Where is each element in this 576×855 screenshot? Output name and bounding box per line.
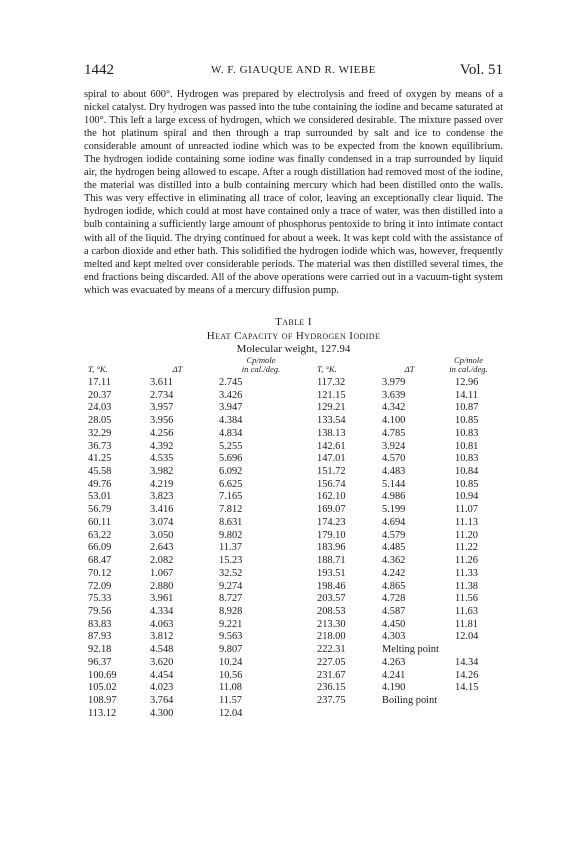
cell-cp-2: 11.20 — [455, 529, 478, 541]
cell-temperature: 105.02 — [88, 682, 117, 694]
cell-delta-t-2: 4.570 — [382, 453, 406, 465]
cell-cp-2: 11.22 — [455, 542, 478, 554]
cell-temperature-2: 151.72 — [317, 466, 346, 478]
cell-cp: 11.37 — [219, 542, 242, 554]
cell-cp-2: 12.04 — [455, 631, 479, 643]
cell-temperature: 28.05 — [88, 415, 112, 427]
cell-delta-t: 3.764 — [150, 694, 174, 706]
table-row — [88, 517, 500, 530]
running-authors: W. F. GIAUQUE AND R. WIEBE — [211, 64, 376, 76]
cell-delta-t-2: 4.190 — [382, 682, 406, 694]
cell-temperature-2: 142.61 — [317, 440, 346, 452]
table-row — [88, 453, 500, 466]
cell-temperature-2: 156.74 — [317, 478, 346, 490]
phase-note: Melting point — [382, 644, 439, 656]
cell-temperature: 68.47 — [88, 555, 112, 567]
table-row — [88, 402, 500, 415]
cell-cp: 10.56 — [219, 669, 243, 681]
table-row — [88, 682, 500, 695]
cell-cp: 11.08 — [219, 682, 242, 694]
cell-delta-t-2: 4.241 — [382, 669, 406, 681]
table-row — [88, 542, 500, 555]
cell-cp-2: 11.26 — [455, 555, 478, 567]
table-row — [88, 504, 500, 517]
cell-temperature-2: 169.07 — [317, 504, 346, 516]
cell-temperature: 72.09 — [88, 580, 112, 592]
cell-delta-t-2: 4.362 — [382, 555, 406, 567]
cell-temperature: 66.09 — [88, 542, 112, 554]
cell-temperature-2: 208.53 — [317, 605, 346, 617]
table-body — [88, 377, 500, 720]
cell-temperature: 96.37 — [88, 656, 112, 668]
cell-delta-t-2: 4.303 — [382, 631, 406, 643]
cell-temperature-2: 237.75 — [317, 694, 346, 706]
cp-header-line2-2: in cal./deg. — [449, 364, 488, 374]
body-paragraph: spiral to about 600°. Hydrogen was prepared by electrolysis and freed of oxygen by means of a nickel catalyst. Dry hydrogen was passed into the tube containing the iodine and became saturated at 100°. This left a large excess of hydrogen, which we considered desirable. The mixture passed over the hot platinum spiral and then through a trap surrounded by salt and ice to condense the considerable amount of unreacted iodine which was to be expected from the known equilibrium. The hydrogen iodide containing some iodine was finally condensed in a trap surrounded by liquid air, the hydrogen being allowed to escape. After a rough distillation had removed most of the iodine, the material was distilled into a bulb containing mercury which had been distilled onto the walls. This was very effective in eliminating all trace of color, leaving an exceptionally clear liquid. The hydrogen iodide, which could at most have contained only a trace of water, was then distilled into a bulb containing a sufficiently large amount of phosphorus pentoxide to bring it into intimate contact with all of the liquid. The drying continued for about a week. It was kept cold with the assistance of a carbon dioxide and ether bath. This solidified the hydrogen iodide which was, however, frequently melted and kept melted over considerable periods. The material was then distilled several times, the end fractions being discarded. All of the above operations were carried out in a vacuum-tight system which was evacuated by means of a mercury diffusion pump. — [84, 89, 503, 296]
cell-cp-2: 14.26 — [455, 669, 479, 681]
col-header-cp — [205, 356, 317, 377]
cell-delta-t-2: 3.639 — [382, 389, 406, 401]
cell-temperature-2: 133.54 — [317, 415, 346, 427]
cell-cp: 9.221 — [219, 618, 243, 630]
cell-cp: 12.04 — [219, 707, 243, 719]
cell-temperature: 36.73 — [88, 440, 112, 452]
cell-delta-t-2: 4.986 — [382, 491, 406, 503]
cell-cp: 3.426 — [219, 389, 243, 401]
table-row — [88, 555, 500, 568]
cell-temperature-2: 147.01 — [317, 453, 346, 465]
cell-delta-t: 4.256 — [150, 427, 174, 439]
cell-delta-t-2: 4.694 — [382, 516, 406, 528]
cell-temperature-2: 203.57 — [317, 593, 346, 605]
cell-temperature: 17.11 — [88, 377, 111, 388]
cell-delta-t-2: 4.100 — [382, 415, 406, 427]
cell-temperature: 70.12 — [88, 567, 112, 579]
cell-temperature: 75.33 — [88, 593, 112, 605]
cell-delta-t-2: 4.483 — [382, 466, 406, 478]
cell-delta-t-2: 4.342 — [382, 402, 406, 414]
cell-temperature: 63.22 — [88, 529, 112, 541]
cell-cp-2: 10.83 — [455, 427, 479, 439]
cell-temperature-2: 188.71 — [317, 555, 346, 567]
cell-delta-t-2: 5.199 — [382, 504, 406, 516]
table-row — [88, 670, 500, 683]
cell-cp-2: 11.13 — [455, 516, 478, 528]
cell-cp-2: 11.81 — [455, 618, 478, 630]
phase-note: Boiling point — [382, 694, 438, 706]
cell-delta-t: 3.074 — [150, 516, 174, 528]
volume-label: Vol. 51 — [459, 62, 503, 78]
cell-cp-2: 10.85 — [455, 478, 479, 490]
cell-temperature-2 — [317, 708, 382, 721]
cell-delta-t-2: 4.865 — [382, 580, 406, 592]
cell-delta-t-2: 3.979 — [382, 377, 406, 388]
table-row — [88, 619, 500, 632]
table-row — [88, 568, 500, 581]
cell-temperature-2: 179.10 — [317, 529, 346, 541]
cell-temperature: 41.25 — [88, 453, 112, 465]
cell-delta-t-2: 4.450 — [382, 618, 406, 630]
col-header-temperature-2: T, °K. — [317, 364, 337, 374]
cell-cp-2: 11.33 — [455, 567, 478, 579]
cell-temperature: 79.56 — [88, 605, 112, 617]
table-label: Table I — [275, 316, 312, 328]
cell-temperature: 108.97 — [88, 694, 117, 706]
cell-cp: 15.23 — [219, 555, 243, 567]
cell-delta-t-2: 4.263 — [382, 656, 406, 668]
cell-temperature-2: 183.96 — [317, 542, 346, 554]
table-row — [88, 644, 500, 657]
cell-cp: 11.57 — [219, 694, 242, 706]
cell-temperature: 83.83 — [88, 618, 112, 630]
cell-delta-t: 4.392 — [150, 440, 174, 452]
cell-delta-t-2: 4.579 — [382, 529, 406, 541]
cell-cp-2: 14.34 — [455, 656, 479, 668]
cell-delta-t: 4.334 — [150, 605, 174, 617]
cell-cp-2: 14.11 — [455, 389, 478, 401]
cell-cp-2: 10.85 — [455, 415, 479, 427]
cell-delta-t-2: 4.587 — [382, 605, 406, 617]
cell-cp: 7.165 — [219, 491, 243, 503]
cell-delta-t: 3.956 — [150, 415, 174, 427]
cell-cp-2: 11.56 — [455, 593, 478, 605]
cell-cp-2 — [437, 708, 500, 721]
cell-cp: 6.625 — [219, 478, 243, 490]
cell-temperature: 20.37 — [88, 389, 112, 401]
cell-delta-t: 4.300 — [150, 707, 174, 719]
table-row — [88, 581, 500, 594]
cp-header-line2: in cal./deg. — [241, 364, 281, 374]
cell-temperature-2: 121.15 — [317, 389, 346, 401]
col-header-temperature: T, °K. — [88, 364, 108, 374]
col-header-delta-t-2: ΔT — [404, 364, 415, 374]
table-row — [88, 441, 500, 454]
cell-delta-t: 3.982 — [150, 466, 174, 478]
table-row — [88, 491, 500, 504]
cell-delta-t: 3.611 — [150, 377, 173, 388]
cell-delta-t-2: 4.785 — [382, 427, 406, 439]
cell-temperature: 92.18 — [88, 644, 112, 656]
col-header-cp-2 — [437, 356, 500, 377]
cell-delta-t: 3.416 — [150, 504, 174, 516]
cell-temperature: 87.93 — [88, 631, 112, 643]
cell-cp: 8.928 — [219, 605, 243, 617]
cell-cp: 5.255 — [219, 440, 243, 452]
cell-cp: 5.696 — [219, 453, 243, 465]
cell-delta-t: 3.957 — [150, 402, 174, 414]
cell-delta-t: 4.535 — [150, 453, 174, 465]
cell-temperature-2: 129.21 — [317, 402, 346, 414]
cell-cp: 3.947 — [219, 402, 243, 414]
cell-temperature-2: 213.30 — [317, 618, 346, 630]
table-row — [88, 708, 500, 721]
cell-temperature-2: 218.00 — [317, 631, 346, 643]
cell-delta-t: 4.219 — [150, 478, 174, 490]
cell-delta-t: 3.961 — [150, 593, 174, 605]
table-row — [88, 606, 500, 619]
cell-delta-t: 3.050 — [150, 529, 174, 541]
cell-temperature: 60.11 — [88, 516, 111, 528]
cell-delta-t: 2.082 — [150, 555, 174, 567]
cell-delta-t-2: 4.242 — [382, 567, 406, 579]
cell-delta-t: 4.063 — [150, 618, 174, 630]
table-row — [88, 530, 500, 543]
cell-delta-t: 2.734 — [150, 389, 174, 401]
cp-header-line1-2: Cp/mole — [453, 355, 484, 365]
table-row — [88, 428, 500, 441]
cell-temperature-2: 162.10 — [317, 491, 346, 503]
cell-delta-t-2: 4.728 — [382, 593, 406, 605]
cell-temperature-2: 231.67 — [317, 669, 346, 681]
cell-temperature: 100.69 — [88, 669, 117, 681]
table-row — [88, 593, 500, 606]
cell-delta-t: 3.812 — [150, 631, 174, 643]
cell-delta-t-2: 4.485 — [382, 542, 406, 554]
cell-temperature-2: 174.23 — [317, 516, 346, 528]
cell-temperature: 49.76 — [88, 478, 112, 490]
cell-delta-t-2 — [382, 708, 437, 721]
table-row — [88, 466, 500, 479]
cell-cp-2: 11.38 — [455, 580, 478, 592]
cell-cp: 7.812 — [219, 504, 243, 516]
cell-temperature: 24.03 — [88, 402, 112, 414]
cell-cp: 9.802 — [219, 529, 243, 541]
table-header-row — [88, 356, 500, 377]
cell-delta-t-2: 5.144 — [382, 478, 406, 490]
cell-temperature-2: 236.15 — [317, 682, 346, 694]
table-row — [88, 415, 500, 428]
heat-capacity-table — [88, 356, 500, 720]
cell-cp: 10.24 — [219, 656, 243, 668]
cell-temperature-2: 227.05 — [317, 656, 346, 668]
cell-temperature-2: 117.32 — [317, 377, 346, 388]
cell-delta-t: 4.454 — [150, 669, 174, 681]
cell-delta-t: 4.548 — [150, 644, 174, 656]
cell-cp: 32.52 — [219, 567, 243, 579]
cell-temperature-2: 198.46 — [317, 580, 346, 592]
cell-cp: 8.727 — [219, 593, 243, 605]
cp-header-line1: Cp/mole — [246, 355, 276, 365]
cell-cp-2: 10.94 — [455, 491, 479, 503]
table-row — [88, 479, 500, 492]
cell-cp: 8.631 — [219, 516, 243, 528]
cell-temperature: 53.01 — [88, 491, 112, 503]
cell-cp-2: 14.15 — [455, 682, 479, 694]
page-header — [84, 62, 503, 82]
cell-cp-2: 10.83 — [455, 453, 479, 465]
table-subtitle: Molecular weight, 127.94 — [236, 343, 351, 355]
cell-delta-t: 3.823 — [150, 491, 174, 503]
cell-delta-t: 1.067 — [150, 567, 174, 579]
cell-temperature-2: 138.13 — [317, 427, 346, 439]
cell-cp-2: 10.81 — [455, 440, 479, 452]
table-row — [88, 695, 500, 708]
table-row — [88, 631, 500, 644]
cell-delta-t: 2.643 — [150, 542, 174, 554]
cell-delta-t: 2.880 — [150, 580, 174, 592]
cell-temperature: 32.29 — [88, 427, 112, 439]
cell-temperature-2: 193.51 — [317, 567, 346, 579]
cell-cp: 2.745 — [219, 377, 243, 388]
table-title: Heat Capacity of Hydrogen Iodide — [206, 330, 381, 342]
table-row — [88, 657, 500, 670]
cell-cp-2: 10.87 — [455, 402, 479, 414]
page-number: 1442 — [84, 62, 114, 78]
cell-cp: 9.807 — [219, 644, 243, 656]
cell-temperature: 56.79 — [88, 504, 112, 516]
cell-delta-t-2: 3.924 — [382, 440, 406, 452]
cell-cp: 4.834 — [219, 427, 243, 439]
cell-temperature-2: 222.31 — [317, 644, 346, 656]
cell-cp-2: 12.96 — [455, 377, 479, 388]
cell-delta-t: 3.620 — [150, 656, 174, 668]
cell-cp: 6.092 — [219, 466, 243, 478]
cell-cp: 4.384 — [219, 415, 243, 427]
cell-temperature: 113.12 — [88, 707, 117, 719]
cell-cp-2: 11.07 — [455, 504, 478, 516]
table-row — [88, 377, 500, 390]
cell-delta-t: 4.023 — [150, 682, 174, 694]
cell-cp: 9.563 — [219, 631, 243, 643]
cell-cp-2: 11.63 — [455, 605, 478, 617]
cell-temperature: 45.58 — [88, 466, 112, 478]
cell-cp-2: 10.84 — [455, 466, 479, 478]
col-header-delta-t: ΔT — [172, 364, 183, 374]
table-row — [88, 390, 500, 403]
cell-cp: 9.274 — [219, 580, 243, 592]
